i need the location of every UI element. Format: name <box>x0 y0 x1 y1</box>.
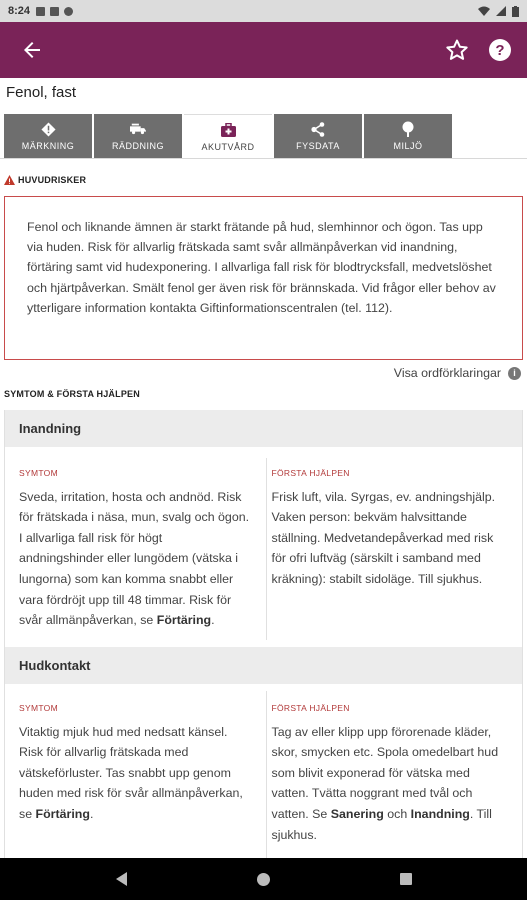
symptom-label: SYMTOM <box>19 468 58 478</box>
notification-icons <box>36 7 73 16</box>
tab-miljo[interactable] <box>364 114 452 159</box>
symptom-text-end: . <box>89 806 94 821</box>
notification-icon <box>64 7 73 16</box>
first-aid-label: FÖRSTA HJÄLPEN <box>271 703 350 713</box>
symptom-text-body: Vitaktig mjuk hud med nedsatt känsel. Risk för allvarlig frätskada med vätskeförluster. Tas snabbt upp genom huden med risk för svår allmänpåverkan, se <box>19 724 243 821</box>
symptom-text-body: Sveda, irritation, hosta och andnöd. Risk för frätskada i näsa, mun, svalg och ögon. I allvarliga fall risk för högt andningshinder eller lungödem (vätska i lungorna) som kan komma snabbt eller vara fördröjt upp till 48 timmar. Risk för svår allmänpåverkan, se <box>19 489 250 628</box>
tab-fysdata[interactable] <box>274 114 362 159</box>
tab-label: MÄRKNING <box>21 141 75 151</box>
first-aid-text-mid: och <box>387 806 408 821</box>
tab-label: AKUTVÅRD <box>201 141 255 152</box>
card-inandning <box>4 410 523 647</box>
warning-diamond-icon <box>40 122 56 136</box>
symptom-column <box>5 463 264 631</box>
card-hudkontakt <box>4 647 523 858</box>
glossary-label: Visa ordförklaringar <box>393 366 501 380</box>
help-icon[interactable] <box>488 38 512 62</box>
warning-triangle-icon <box>4 175 15 185</box>
card-title: Hudkontakt <box>5 647 522 684</box>
fire-truck-icon <box>130 122 146 136</box>
first-aid-text-body: Tag av eller klipp upp förorenade kläder, skor, smycken etc. Spola omedelbart hud som blivit exponerad för vätska med vatten. Tvätta noggrant med tvål och vatten. Se <box>271 724 499 821</box>
symptoms-heading-text: SYMTOM & FÖRSTA HJÄLPEN <box>4 389 140 399</box>
notification-icon <box>36 7 45 16</box>
system-nav-bar <box>0 858 527 900</box>
tab-label: RÄDDNING <box>111 141 164 151</box>
tab-markning[interactable] <box>4 114 92 159</box>
molecule-icon <box>310 122 326 136</box>
nav-back-icon[interactable] <box>116 872 127 886</box>
main-risks-heading <box>4 175 86 185</box>
link-fortaring[interactable]: Förtäring <box>156 613 212 628</box>
tab-label: FYSDATA <box>296 141 340 151</box>
glossary-toggle[interactable] <box>394 366 521 380</box>
tab-label: MILJÖ <box>393 141 423 151</box>
first-aid-text <box>272 722 509 846</box>
link-inandning[interactable]: Inandning <box>410 806 470 821</box>
main-risks-heading-text: HUVUDRISKER <box>18 175 87 185</box>
tab-divider <box>0 158 527 159</box>
battery-icon <box>512 6 519 17</box>
info-icon: i <box>508 367 521 380</box>
signal-icon <box>496 6 506 16</box>
first-aid-column <box>264 463 523 631</box>
tab-akutvard[interactable] <box>184 114 272 159</box>
nav-home-icon[interactable] <box>257 873 270 886</box>
first-aid-text: Frisk luft, vila. Syrgas, ev. andningshjälp. Vaken person: bekväm halvsittande ställning. Medvetandepåverkad med risk för ofri luftväg (särskilt i samband med kräkning): stabilt sidoläge. Till sjukhus. <box>271 489 496 586</box>
status-time: 8:24 <box>8 5 31 17</box>
main-risks-box <box>4 196 523 360</box>
card-title: Inandning <box>5 410 522 447</box>
notification-icon <box>50 7 59 16</box>
back-arrow-icon[interactable] <box>20 38 44 62</box>
first-aid-text-end: . Till sjukhus. <box>271 806 492 842</box>
svg-text:?: ? <box>495 42 505 59</box>
main-risks-text: Fenol och liknande ämnen är starkt frätande på hud, slemhinnor och ögon. Tas upp via huden. Risk för allvarlig frätskada samt svår allmänpåverkan vid inandning, förtäring samt vid hudexponering. I allvarliga fall risk för blodtrycksfall, medvetslöshet och hjärtpåverkan. Smält fenol ger även risk för brännskada. Vid frågor eller behov av ytterligare information kontakta Giftinformationscentralen (tel. 112). <box>27 220 496 315</box>
symptom-text-end: . <box>211 613 215 628</box>
symptom-text <box>19 487 250 631</box>
symptom-label: SYMTOM <box>19 703 58 713</box>
first-aid-label: FÖRSTA HJÄLPEN <box>271 468 350 478</box>
tree-icon <box>400 122 416 136</box>
link-fortaring[interactable]: Förtäring <box>35 806 90 821</box>
symptoms-heading <box>4 389 140 399</box>
link-sanering[interactable]: Sanering <box>330 806 384 821</box>
status-bar <box>0 0 527 22</box>
page-title: Fenol, fast <box>6 84 77 101</box>
tab-raddning[interactable] <box>94 114 182 159</box>
first-aid-kit-icon <box>220 123 236 137</box>
first-aid-column <box>264 698 523 845</box>
app-bar <box>0 22 527 78</box>
symptom-column <box>5 698 264 845</box>
symptom-text <box>19 722 250 825</box>
favorite-star-icon[interactable] <box>445 38 469 62</box>
tab-bar <box>4 114 454 159</box>
wifi-icon <box>478 6 490 16</box>
nav-recents-icon[interactable] <box>400 873 412 885</box>
